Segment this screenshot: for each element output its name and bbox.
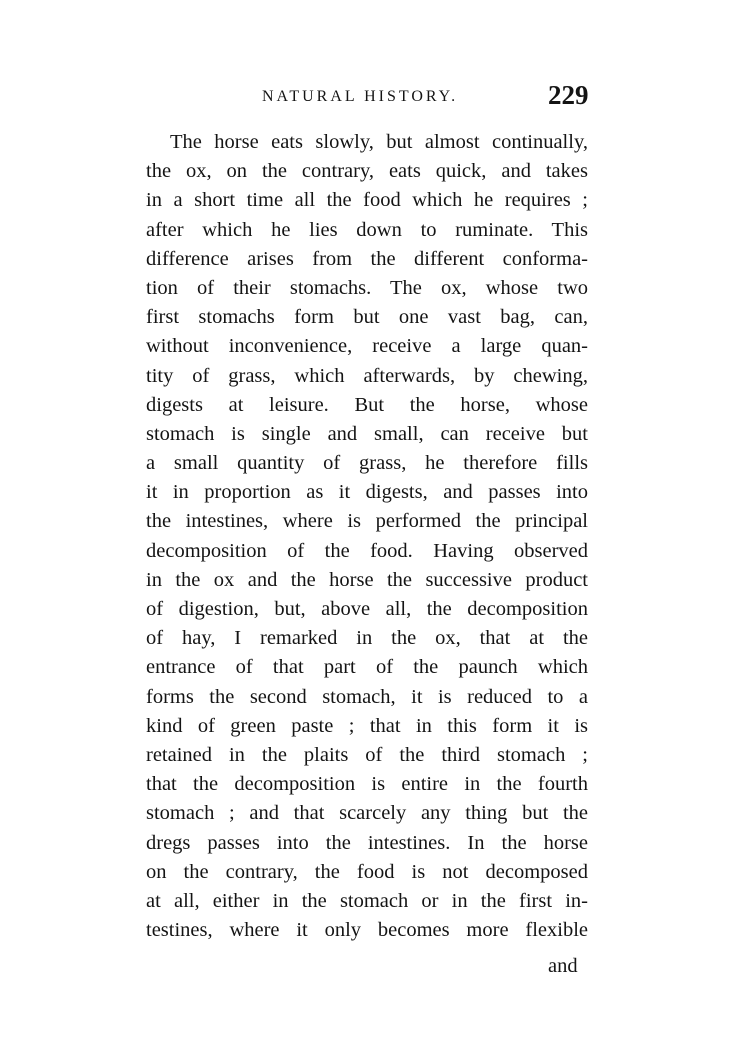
text-line: in a short time all the food which he requires ;	[146, 189, 588, 212]
text-line: retained in the plaits of the third stomach ;	[146, 743, 588, 766]
text-line: entrance of that part of the paunch which	[146, 656, 588, 679]
text-line: of digestion, but, above all, the decomposition	[146, 598, 588, 620]
text-line: first stomachs form but one vast bag, can,	[146, 306, 588, 329]
text-line: after which he lies down to ruminate. This	[146, 218, 588, 241]
text-line: of hay, I remarked in the ox, that at the	[146, 627, 588, 650]
text-line: it in proportion as it digests, and passes into	[146, 481, 588, 504]
text-line: without inconvenience, receive a large quan-	[146, 335, 588, 358]
text-line: digests at leisure. But the horse, whose	[146, 393, 588, 416]
text-line: kind of green paste ; that in this form it is	[146, 714, 588, 737]
text-line: that the decomposition is entire in the fourth	[146, 773, 588, 796]
text-line: the ox, on the contrary, eats quick, and takes	[146, 160, 588, 183]
text-line: tion of their stomachs. The ox, whose two	[146, 276, 588, 299]
text-line: tity of grass, which afterwards, by chewing,	[146, 364, 588, 387]
body-paragraph	[146, 128, 588, 945]
text-line: a small quantity of grass, he therefore fills	[146, 452, 588, 475]
text-line: decomposition of the food. Having observed	[146, 539, 588, 562]
text-line: on the contrary, the food is not decomposed	[146, 860, 588, 883]
text-line: in the ox and the horse the successive product	[146, 568, 588, 591]
page-number: 229	[548, 80, 589, 110]
text-line: at all, either in the stomach or in the first in-	[146, 889, 588, 912]
text-line: forms the second stomach, it is reduced to a	[146, 685, 588, 708]
text-line: The horse eats slowly, but almost continually,	[170, 131, 588, 153]
text-line: dregs passes into the intestines. In the horse	[146, 831, 588, 854]
text-line: difference arises from the different conforma-	[146, 247, 588, 270]
text-line: stomach is single and small, can receive but	[146, 422, 588, 445]
catchword: and	[548, 955, 578, 977]
text-line: the intestines, where is performed the principal	[146, 510, 588, 533]
running-title: NATURAL HISTORY.	[262, 88, 459, 105]
text-line: testines, where it only becomes more flexible	[146, 919, 588, 942]
text-line: stomach ; and that scarcely any thing but the	[146, 802, 588, 825]
